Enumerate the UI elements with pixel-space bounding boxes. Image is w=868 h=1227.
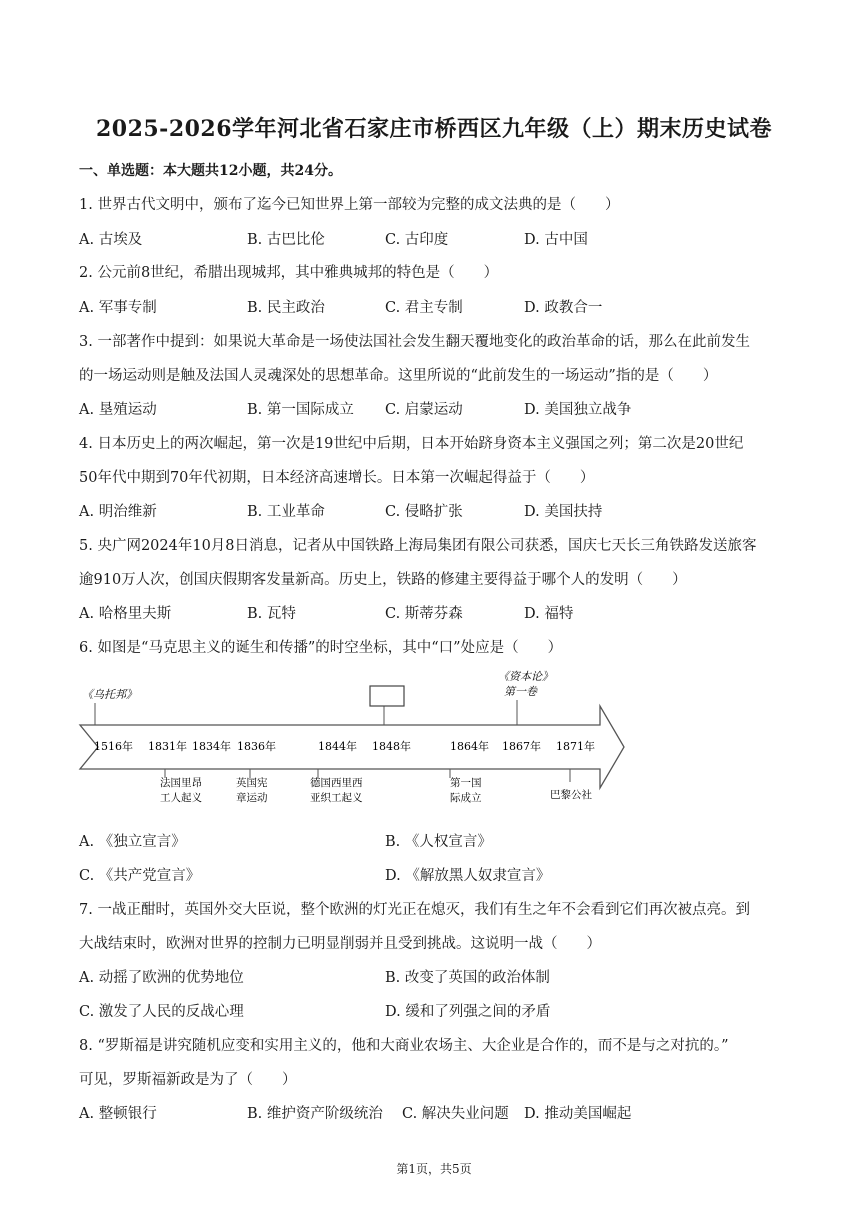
label-first-intl-1: 第一国 (450, 777, 482, 789)
page-footer: 第1页，共5页 (396, 1162, 472, 1176)
question-2-option-b: B. 民主政治 (247, 300, 325, 316)
year-1834: 1834年 (192, 740, 231, 753)
question-7-option-a: A. 动摇了欧洲的优势地位 (79, 970, 244, 986)
year-1831: 1831年 (148, 740, 187, 753)
question-5-option-b: B. 瓦特 (247, 606, 296, 622)
question-2-option-c: C. 君主专制 (385, 300, 463, 316)
label-utopia: 《乌托邦》 (82, 688, 137, 701)
label-silesia-1: 德国西里西 (310, 777, 363, 789)
question-4-option-d: D. 美国扶持 (524, 504, 603, 520)
question-4-stem-line-1: 4. 日本历史上的两次崛起，第一次是19世纪中后期，日本开始跻身资本主义强国之列；第二次是20世纪 (79, 436, 744, 452)
label-capital-2: 第一卷 (504, 685, 537, 698)
question-6-option-d: D. 《解放黑人奴隶宣言》 (385, 868, 551, 884)
question-4-option-c: C. 侵略扩张 (385, 504, 463, 520)
question-7-option-c: C. 激发了人民的反战心理 (79, 1004, 244, 1020)
question-7-stem-line-2: 大战结束时，欧洲对世界的控制力已明显削弱并且受到挑战。这说明一战（ ） (79, 936, 601, 952)
section-heading: 一、单选题：本大题共12小题，共24分。 (79, 163, 342, 179)
question-3-option-a: A. 垦殖运动 (79, 402, 157, 418)
question-2-stem: 2. 公元前8世纪，希腊出现城邦，其中雅典城邦的特色是（ ） (79, 265, 499, 281)
year-1844: 1844年 (318, 740, 357, 753)
question-1-option-a: A. 古埃及 (79, 232, 143, 248)
year-1867: 1867年 (502, 740, 541, 753)
timeline-figure (70, 668, 630, 808)
year-1864: 1864年 (450, 740, 489, 753)
question-8-option-c: C. 解决失业问题 (402, 1106, 509, 1122)
question-7-stem-line-1: 7. 一战正酣时，英国外交大臣说，整个欧洲的灯光正在熄灭，我们有生之年不会看到它们再次被点亮。到 (79, 902, 750, 918)
question-3-option-d: D. 美国独立战争 (524, 402, 632, 418)
year-1836: 1836年 (237, 740, 276, 753)
question-5-stem-line-2: 逾910万人次，创国庆假期客发量新高。历史上，铁路的修建主要得益于哪个人的发明（ ） (79, 572, 687, 588)
year-1848: 1848年 (372, 740, 411, 753)
question-2-option-a: A. 军事专制 (79, 300, 157, 316)
question-3-stem-line-2: 的一场运动则是触及法国人灵魂深处的思想革命。这里所说的“此前发生的一场运动”指的是（ ） (79, 368, 718, 384)
question-8-option-d: D. 推动美国崛起 (524, 1106, 632, 1122)
question-5-option-a: A. 哈格里夫斯 (79, 606, 172, 622)
question-6-option-a: A. 《独立宣言》 (79, 834, 186, 850)
label-chartist-2: 章运动 (236, 792, 268, 804)
question-8-stem-line-1: 8. “罗斯福是讲究随机应变和实用主义的，他和大商业农场主、大企业是合作的，而不是与之对抗的。” (79, 1038, 729, 1054)
question-8-stem-line-2: 可见，罗斯福新政是为了（ ） (79, 1072, 297, 1088)
label-paris-commune: 巴黎公社 (550, 789, 592, 801)
question-6-option-b: B. 《人权宣言》 (385, 834, 492, 850)
question-3-option-b: B. 第一国际成立 (247, 402, 354, 418)
question-3-stem-line-1: 3. 一部著作中提到：如果说大革命是一场使法国社会发生翻天覆地变化的政治革命的话，那么在此前发生 (79, 334, 750, 350)
question-6-option-c: C. 《共产党宣言》 (79, 868, 201, 884)
exam-title: 2025-2026学年河北省石家庄市桥西区九年级（上）期末历史试卷 (95, 116, 773, 142)
question-5-option-d: D. 福特 (524, 606, 574, 622)
question-8-option-b: B. 维护资产阶级统治 (247, 1106, 383, 1122)
question-7-option-b: B. 改变了英国的政治体制 (385, 970, 550, 986)
year-1516: 1516年 (94, 740, 133, 753)
label-capital-1: 《资本论》 (498, 670, 553, 683)
question-1-option-b: B. 古巴比伦 (247, 232, 325, 248)
label-first-intl-2: 际成立 (450, 792, 482, 804)
blank-box (370, 686, 404, 706)
question-1-option-d: D. 古中国 (524, 232, 588, 248)
question-6-stem: 6. 如图是“马克思主义的诞生和传播”的时空坐标，其中“口”处应是（ ） (79, 640, 563, 656)
question-4-option-b: B. 工业革命 (247, 504, 325, 520)
question-1-option-c: C. 古印度 (385, 232, 449, 248)
question-8-option-a: A. 整顿银行 (79, 1106, 157, 1122)
label-chartist-1: 英国宪 (236, 777, 268, 789)
question-5-stem-line-1: 5. 央广网2024年10月8日消息，记者从中国铁路上海局集团有限公司获悉，国庆七天长三角铁路发送旅客 (79, 538, 757, 554)
label-lyon-2: 工人起义 (160, 792, 202, 804)
label-silesia-2: 亚织工起义 (310, 792, 363, 804)
question-2-option-d: D. 政教合一 (524, 300, 603, 316)
question-1-stem: 1. 世界古代文明中，颁布了迄今已知世界上第一部较为完整的成文法典的是（ ） (79, 197, 620, 213)
question-7-option-d: D. 缓和了列强之间的矛盾 (385, 1004, 551, 1020)
question-5-option-c: C. 斯蒂芬森 (385, 606, 463, 622)
question-4-stem-line-2: 50年代中期到70年代初期，日本经济高速增长。日本第一次崛起得益于（ ） (79, 470, 595, 486)
question-3-option-c: C. 启蒙运动 (385, 402, 463, 418)
label-lyon-1: 法国里昂 (160, 777, 202, 789)
question-4-option-a: A. 明治维新 (79, 504, 157, 520)
year-1871: 1871年 (556, 740, 595, 753)
